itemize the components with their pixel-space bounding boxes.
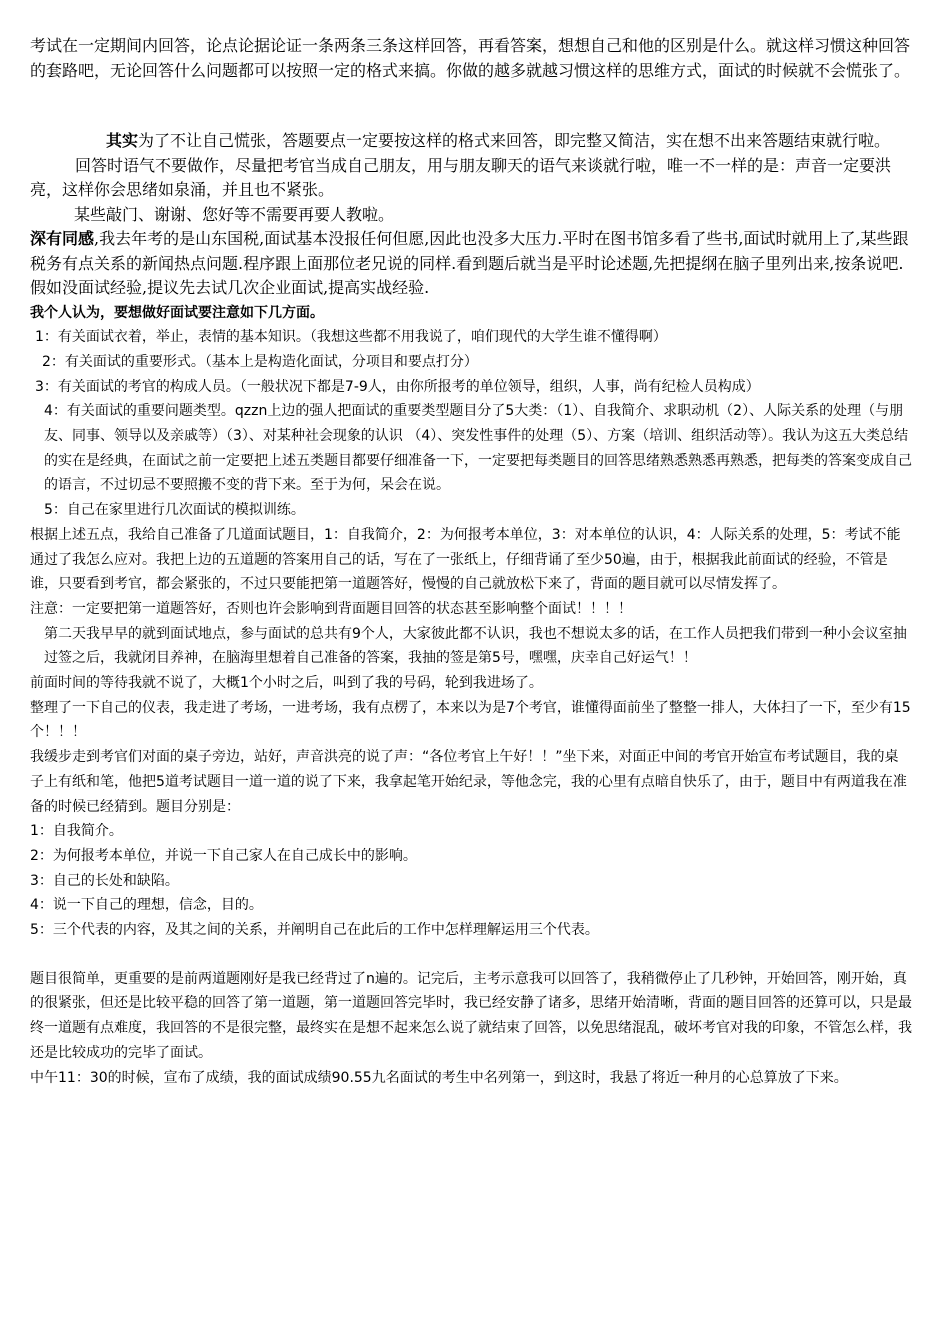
- question-item-4: 4：说一下自己的理想，信念，目的。: [30, 897, 263, 914]
- question-item-3: 3：自己的长处和缺陷。: [30, 872, 179, 889]
- tip-paragraph-1: [30, 129, 912, 154]
- reply-text: ,我去年考的是山东国税,面试基本没报任何但愿,因此也没多大压力.平时在图书馆多看了些书,面试时就用上了,某些跟税务有点关系的新闻热点问题.程序跟上面那位老兄说的同样.看到题后就当是平时论述题,先把提纲在脑子里列出来,按条说吧.假如没面试经验,提议先去试几次企业面试,提高实战经验.: [30, 229, 909, 297]
- point-item-2: 2：有关面试的重要形式。（基本上是构造化面试，分项目和要点打分）: [42, 353, 478, 370]
- question-item-5: 5：三个代表的内容，及其之间的关系，并阐明自己在此后的工作中怎样理解运用三个代表。: [30, 922, 599, 939]
- intro-paragraph: 考试在一定期间内回答，论点论据论证一条两条三条这样回答，再看答案，想想自己和他的区别是什么。就这样习惯这种回答的套路吧，无论回答什么问题都可以按照一定的格式来搞。你做的越多就越习惯这样的思维方式，面试的时候就不会慌张了。: [30, 36, 911, 80]
- story-paragraph-4: 前面时间的等待我就不说了，大概1个小时之后，叫到了我的号码，轮到我进场了。: [30, 675, 543, 692]
- spacer: [30, 83, 912, 129]
- reply-paragraph: [30, 227, 912, 301]
- point-item-5: 5：自己在家里进行几次面试的模拟训练。: [44, 502, 305, 519]
- story-paragraph-5: 整理了一下自己的仪表，我走进了考场，一进考场，我有点楞了，本来以为是7个考官，谁懂得面前坐了整整一排人，大体扫了一下，至少有15个！！！: [30, 699, 911, 741]
- story-paragraph-1: 根据上述五点，我给自己准备了几道面试题目，1：自我简介，2：为何报考本单位，3：对本单位的认识，4：人际关系的处理，5：考试不能通过了我怎么应对。我把上边的五道题的答案用自己的话，写在了一张纸上，仔细背诵了至少50遍，由于，根据我此前面试的经验，不管是谁，只要看到考官，都会紧张的，不过只要能把第一道题答好，慢慢的自己就放松下来了，背面的题目就可以尽情发挥了。: [30, 526, 901, 593]
- reply-bold-lead: 深有同感: [30, 229, 95, 248]
- ending-paragraph-2: 中午11：30的时候，宣布了成绩，我的面试成绩90.55九名面试的考生中名列第一，到这时，我悬了将近一种月的心总算放了下来。: [30, 1069, 848, 1086]
- point-item-3: 3：有关面试的考官的构成人员。（一般状况下都是7-9人，由你所报考的单位领导，组织，人事，尚有纪检人员构成）: [35, 378, 760, 395]
- spacer: [30, 943, 912, 967]
- story-paragraph-2: 注意：一定要把第一道题答好，否则也许会影响到背面题目回答的状态甚至影响整个面试！！！！: [30, 600, 632, 617]
- story-paragraph-3: 第二天我早早的就到面试地点，参与面试的总共有9个人，大家彼此都不认识，我也不想说太多的话，在工作人员把我们带到一种小会议室抽过签之后，我就闭目养神，在脑海里想着自己准备的答案，我抽的签是第5号，嘿嘿，庆幸自己好运气！！: [44, 625, 907, 667]
- point-item-4: 4：有关面试的重要问题类型。qzzn上边的强人把面试的重要类型题目分了5大类：（1）、自我简介、求职动机（2）、人际关系的处理（与朋友、同事、领导以及亲戚等）（3）、对某种社会现象的认识 （4）、突发性事件的处理（5）、方案（培训、组织活动等）。我认为这五大类总结的实在是经典，在面试之前一定要把上述五类题目都要仔细准备一下，一定要把每类题目的回答思绪熟悉熟悉再熟悉，把每类的答案变成自己的语言，不过切忌不要照搬不变的背下来。至于为何，呆会在说。: [44, 403, 912, 494]
- question-item-2: 2：为何报考本单位，并说一下自己家人在自己成长中的影响。: [30, 847, 417, 864]
- story-paragraph-6: 我缓步走到考官们对面的桌子旁边，站好，声音洪亮的说了声：“各位考官上午好！！”坐下来，对面正中间的考官开始宣布考试题目，我的桌子上有纸和笔，他把5道考试题目一道一道的说了下来，我拿起笔开始纪录，等他念完，我的心里有点暗自快乐了，由于，题目中有两道我在准备的时候已经猜到。题目分别是：: [30, 749, 907, 815]
- tip-paragraph-2: 回答时语气不要做作，尽量把考官当成自己朋友，用与朋友聊天的语气来谈就行啦，唯一不一样的是：声音一定要洪亮，这样你会思绪如泉涌，并且也不紧张。: [30, 155, 892, 199]
- ending-paragraph-1: 题目很简单，更重要的是前两道题刚好是我已经背过了n遍的。记完后，主考示意我可以回答了，我稍微停止了几秒钟，开始回答，刚开始，真的很紧张，但还是比较平稳的回答了第一道题，第一道题回答完毕时，我已经安静了诸多，思绪开始清晰，背面的题目回答的还算可以，只是最终一道题有点难度，我回答的不是很完整，最终实在是想不起来怎么说了就结束了回答，以免思绪混乱，破坏考官对我的印象，不管怎么样，我还是比较成功的完毕了面试。: [30, 970, 912, 1061]
- tip-bold-lead: 其实: [106, 131, 139, 150]
- tip-text: 为了不让自己慌张，答题要点一定要按这样的格式来回答，即完整又简洁，实在想不出来答题结束就行啦。: [138, 131, 891, 150]
- points-heading: 我个人认为，要想做好面试要注意如下几方面。: [30, 304, 324, 321]
- question-item-1: 1：自我简介。: [30, 823, 123, 840]
- point-item-1: 1：有关面试衣着，举止，表情的基本知识。（我想这些都不用我说了，咱们现代的大学生谁不懂得啊）: [35, 329, 667, 346]
- tip-paragraph-3: 某些敲门、谢谢、您好等不需要再要人教啦。: [74, 204, 395, 224]
